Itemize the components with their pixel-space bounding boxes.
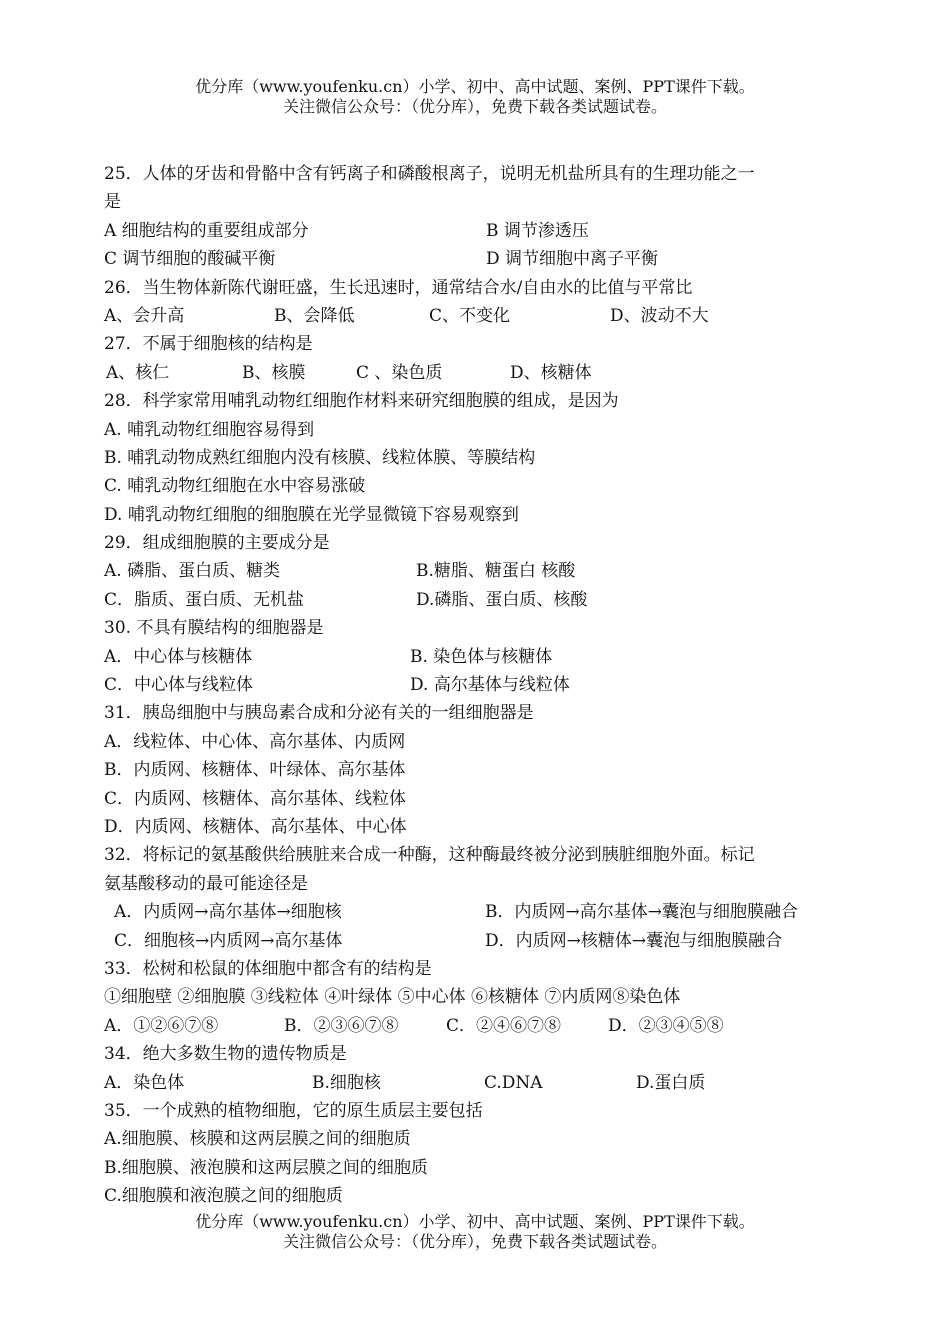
q31-option-c: C．内质网、核糖体、高尔基体、线粒体	[104, 788, 407, 809]
q25-stem-line2: 是	[104, 192, 121, 213]
q30-option-a: A．中心体与核糖体	[104, 646, 253, 667]
q33-items: ①细胞壁 ②细胞膜 ③线粒体 ④叶绿体 ⑤中心体 ⑥核糖体 ⑦内质网⑧染色体	[104, 987, 681, 1008]
q32-option-c: C．细胞核→内质网→高尔基体	[114, 930, 343, 951]
question-list	[104, 160, 864, 1210]
q31-option-d: D．内质网、核糖体、高尔基体、中心体	[104, 816, 407, 837]
q32-options-row2	[104, 927, 864, 955]
q33-option-a: A．①②⑥⑦⑧	[104, 1015, 219, 1036]
q30-options-row2	[104, 671, 864, 699]
q33-stem: 33．松树和松鼠的体细胞中都含有的结构是	[104, 958, 432, 979]
q30-option-b: B. 染色体与核糖体	[410, 646, 553, 667]
q28-option-b: B. 哺乳动物成熟红细胞内没有核膜、线粒体膜、等膜结构	[104, 447, 536, 468]
q27-option-c: C 、染色质	[356, 362, 443, 383]
q29-options-row2	[104, 586, 864, 614]
q35-option-a: A.细胞膜、核膜和这两层膜之间的细胞质	[104, 1129, 411, 1150]
q32-option-a: A．内质网→高尔基体→细胞核	[114, 902, 342, 923]
q26-option-c: C、不变化	[429, 305, 511, 326]
q34-stem: 34．绝大多数生物的遗传物质是	[104, 1044, 347, 1065]
q25-options-row2	[104, 245, 864, 273]
q33-option-b: B．②③⑥⑦⑧	[284, 1015, 399, 1036]
header-line-1: 优分库（www.youfenku.cn）小学、初中、高中试题、案例、PPT课件下载。	[195, 77, 755, 96]
q25-option-b: B 调节渗透压	[486, 220, 589, 241]
q26-option-b: B、会降低	[274, 305, 355, 326]
q32-stem-line1: 32．将标记的氨基酸供给胰脏来合成一种酶，这种酶最终被分泌到胰脏细胞外面。标记	[104, 845, 755, 866]
q30-options-row1	[104, 643, 864, 671]
q31-option-b: B．内质网、核糖体、叶绿体、高尔基体	[104, 760, 406, 781]
footer-line-2: 关注微信公众号：（优分库），免费下载各类试题试卷。	[282, 1232, 667, 1251]
page-header	[0, 77, 950, 117]
q30-option-c: C．中心体与线粒体	[104, 675, 254, 696]
q30-stem: 30. 不具有膜结构的细胞器是	[104, 618, 324, 639]
q25-option-d: D 调节细胞中离子平衡	[486, 249, 659, 270]
q25-option-c: C 调节细胞的酸碱平衡	[104, 249, 276, 270]
q35-option-b: B.细胞膜、液泡膜和这两层膜之间的细胞质	[104, 1157, 428, 1178]
q28-option-c: C. 哺乳动物红细胞在水中容易涨破	[104, 476, 366, 497]
q25-options-row1	[104, 217, 864, 245]
q35-stem: 35．一个成熟的植物细胞，它的原生质层主要包括	[104, 1100, 483, 1121]
q34-options	[104, 1069, 864, 1097]
q29-options-row1	[104, 557, 864, 585]
q26-options	[104, 302, 864, 330]
q31-stem: 31．胰岛细胞中与胰岛素合成和分泌有关的一组细胞器是	[104, 703, 534, 724]
q26-stem: 26．当生物体新陈代谢旺盛，生长迅速时，通常结合水/自由水的比值与平常比	[104, 277, 693, 298]
q28-option-d: D. 哺乳动物红细胞的细胞膜在光学显微镜下容易观察到	[104, 504, 519, 525]
q27-option-a: A、核仁	[106, 362, 170, 383]
q32-option-b: B．内质网→高尔基体→囊泡与细胞膜融合	[485, 902, 798, 923]
q34-option-d: D.蛋白质	[636, 1072, 706, 1093]
q29-option-a: A. 磷脂、蛋白质、糖类	[104, 561, 281, 582]
page-footer	[0, 1212, 950, 1252]
q30-option-d: D. 高尔基体与线粒体	[410, 675, 570, 696]
q27-stem: 27．不属于细胞核的结构是	[104, 334, 313, 355]
q27-option-d: D、核糖体	[510, 362, 592, 383]
q29-option-d: D.磷脂、蛋白质、核酸	[416, 589, 588, 610]
q29-stem: 29．组成细胞膜的主要成分是	[104, 533, 330, 554]
q28-option-a: A. 哺乳动物红细胞容易得到	[104, 419, 315, 440]
q29-option-b: B.糖脂、糖蛋白 核酸	[416, 561, 576, 582]
q35-option-c: C.细胞膜和液泡膜之间的细胞质	[104, 1186, 343, 1207]
q32-options-row1	[104, 898, 864, 926]
q33-options	[104, 1012, 864, 1040]
q31-option-a: A．线粒体、中心体、高尔基体、内质网	[104, 731, 406, 752]
q33-option-d: D．②③④⑤⑧	[608, 1015, 724, 1036]
q26-option-d: D、波动不大	[610, 305, 709, 326]
q34-option-c: C.DNA	[484, 1072, 543, 1093]
q34-option-a: A．染色体	[104, 1072, 185, 1093]
q27-options	[104, 359, 864, 387]
q25-option-a: A 细胞结构的重要组成部分	[104, 220, 309, 241]
q32-stem-line2: 氨基酸移动的最可能途径是	[104, 873, 308, 894]
q26-option-a: A、会升高	[104, 305, 185, 326]
footer-line-1: 优分库（www.youfenku.cn）小学、初中、高中试题、案例、PPT课件下载。	[195, 1212, 755, 1231]
q29-option-c: C．脂质、蛋白质、无机盐	[104, 589, 305, 610]
q34-option-b: B.细胞核	[312, 1072, 381, 1093]
q27-option-b: B、核膜	[242, 362, 306, 383]
header-line-2: 关注微信公众号：（优分库），免费下载各类试题试卷。	[282, 97, 667, 116]
q32-option-d: D．内质网→核糖体→囊泡与细胞膜融合	[485, 930, 783, 951]
q25-stem-line1: 25．人体的牙齿和骨骼中含有钙离子和磷酸根离子，说明无机盐所具有的生理功能之一	[104, 164, 755, 184]
q33-option-c: C．②④⑥⑦⑧	[446, 1015, 562, 1036]
q28-stem: 28．科学家常用哺乳动物红细胞作材料来研究细胞膜的组成，是因为	[104, 391, 619, 412]
